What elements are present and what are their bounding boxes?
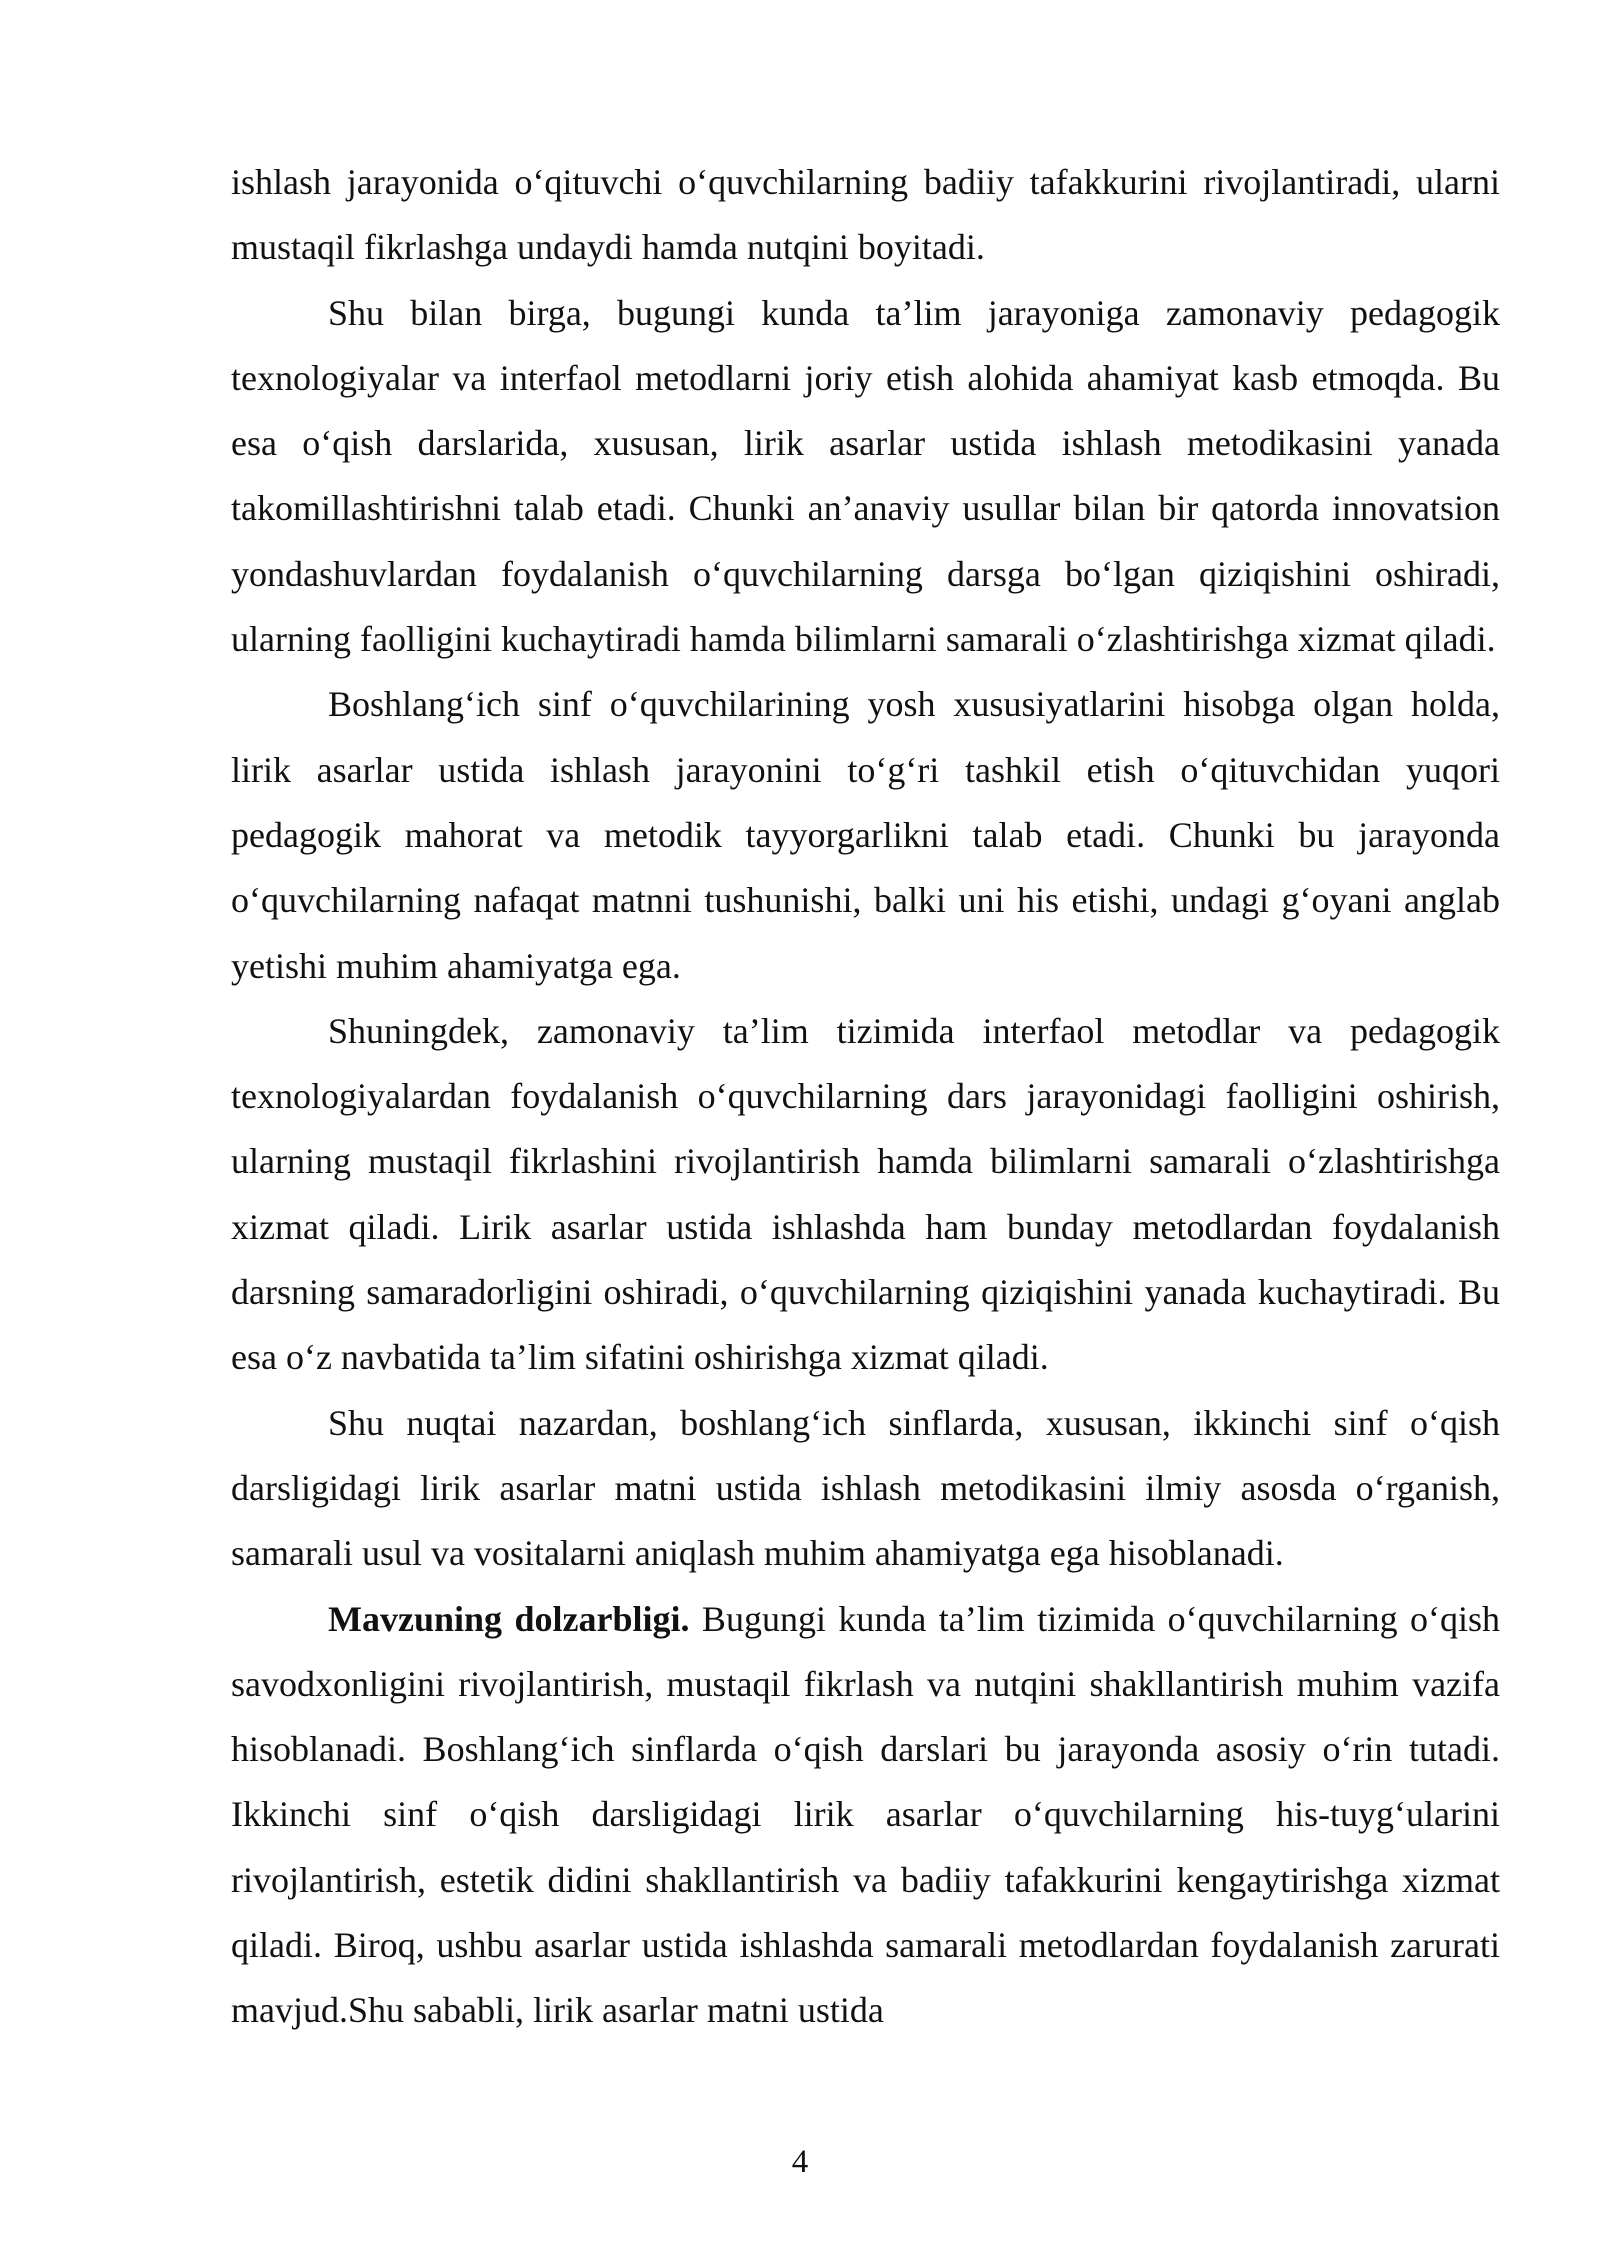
- paragraph-age-characteristics: Boshlang‘ich sinf o‘quvchilarining yosh xususiyatlarini hisobga olgan holda, lirik asarlar ustida ishlash jarayonini to‘g‘ri tashkil etish o‘qituvchidan yuqori pedagogik mahorat va metodik tayyorgarlikni talab etadi. Chunki bu jarayonda o‘quvchilarning nafaqat matnni tushunishi, balki uni his etishi, undagi g‘oyani anglab yetishi muhim ahamiyatga ega.: [231, 684, 1500, 986]
- paragraph-interactive-methods: Shuningdek, zamonaviy ta’lim tizimida interfaol metodlar va pedagogik texnologiyalardan foydalanish o‘quvchilarning dars jarayonidagi faolligini oshirish, ularning mustaqil fikrlashini rivojlantirish hamda bilimlarni samarali o‘zlashtirishga xizmat qiladi. Lirik asarlar ustida ishlashda ham bunday metodlardan foydalanish darsning samaradorligini oshiradi, o‘quvchilarning qiziqishini yanada kuchaytiradi. Bu esa o‘z navbatida ta’lim sifatini oshirishga xizmat qiladi.: [231, 1010, 1500, 1378]
- topic-relevance-heading: Mavzuning dolzarbligi.: [328, 1598, 690, 1639]
- paragraph-pedagogical-technologies: Shu bilan birga, bugungi kunda ta’lim jarayoniga zamonaviy pedagogik texnologiyalar va interfaol metodlarni joriy etish alohida ahamiyat kasb etmoqda. Bu esa o‘qish darslarida, xususan, lirik asarlar ustida ishlash metodikasini yanada takomillashtirishni talab etadi. Chunki an’anaviy usullar bilan bir qatorda innovatsion yondashuvlardan foydalanish o‘quvchilarning darsga bo‘lgan qiziqishini oshiradi, ularning faolligini kuchaytiradi hamda bilimlarni samarali o‘zlashtirishga xizmat qiladi.: [231, 292, 1500, 660]
- page-number: 4: [791, 2144, 809, 2180]
- paragraph-continuation: ishlash jarayonida o‘qituvchi o‘quvchilarning badiiy tafakkurini rivojlantiradi, ularni mustaqil fikrlashga undaydi hamda nutqini boyitadi.: [231, 162, 1500, 268]
- document-body: [231, 150, 1500, 2044]
- topic-relevance-text: Bugungi kunda ta’lim tizimida o‘quvchilarning o‘qish savodxonligini rivojlantirish, mustaqil fikrlash va nutqini shakllantirish muhim vazifa hisoblanadi. Boshlang‘ich sinflarda o‘qish darslari bu jarayonda asosiy o‘rin tutadi. Ikkinchi sinf o‘qish darsligidagi lirik asarlar o‘quvchilarning his-tuyg‘ularini rivojlantirish, estetik didini shakllantirish va badiiy tafakkurini kengaytirishga xizmat qiladi. Biroq, ushbu asarlar ustida ishlashda samarali metodlardan foydalanish zarurati mavjud.Shu sababli, lirik asarlar matni ustida: [231, 1598, 1501, 2031]
- paragraph-topic-relevance: [231, 1587, 1500, 2044]
- paragraph-research-importance: Shu nuqtai nazardan, boshlang‘ich sinflarda, xususan, ikkinchi sinf o‘qish darsligidagi lirik asarlar matni ustida ishlash metodikasini ilmiy asosda o‘rganish, samarali usul va vositalarni aniqlash muhim ahamiyatga ega hisoblanadi.: [231, 1402, 1500, 1574]
